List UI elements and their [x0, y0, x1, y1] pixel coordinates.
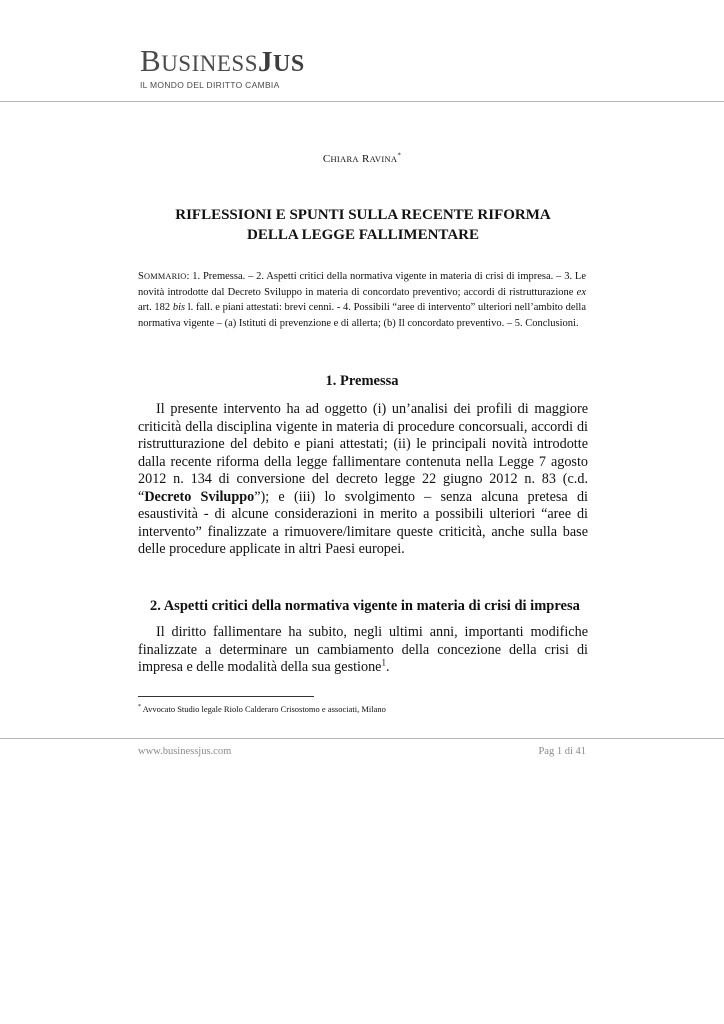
- footnote-mark: *: [138, 704, 141, 711]
- title-line-1: RIFLESSIONI E SPUNTI SULLA RECENTE RIFORMA: [175, 207, 551, 223]
- section-1-text-a: Il presente intervento ha ad oggetto (i) un’analisi dei profili di maggiore criticità della disciplina vigente in materia di procedure concorsuali, accordi di ristrutturazione del debito e piani attestati; (ii) le principali novità introdotte dalla recente riforma della legge fallimentare contenuta nella Legge 7 agosto 2012 n. 134 di conversione del decreto legge 22 giugno 2012 n. 83 (c.d. “: [138, 401, 588, 505]
- footnote-ref-1[interactable]: 1: [381, 657, 386, 668]
- document-title: [140, 205, 586, 245]
- section-1-text-b: ”); e (iii) lo svolgimento – senza alcuna pretesa di esaustività - di alcune considerazioni in merito a possibili ulteriori “aree di intervento” finalizzate a rimuovere/limitare queste criticità, anche sulla base delle procedure applicate in altri Paesi europei.: [138, 488, 588, 557]
- footer-page-number: Pag 1 di 41: [538, 746, 586, 757]
- logo-wordmark: [140, 43, 305, 79]
- decreto-sviluppo-bold: Decreto Sviluppo: [144, 488, 255, 505]
- section-2-text: Il diritto fallimentare ha subito, negli ultimi anni, importanti modifiche finalizzate a determinare un cambiamento della concezione della crisi di impresa e delle modalità della sua gestione: [138, 624, 588, 675]
- section-1-paragraph: [138, 401, 588, 559]
- section-2-paragraph: [138, 624, 588, 677]
- footnote-divider: [138, 696, 314, 697]
- summary-paragraph: [138, 269, 586, 331]
- section-1-heading: 1. Premessa: [325, 373, 399, 389]
- logo-jus: JUS: [258, 46, 305, 78]
- businessjus-logo: [140, 43, 305, 90]
- header-divider: [0, 101, 724, 102]
- section-2-end: .: [385, 659, 390, 675]
- summary-label: SOMMARIO: [138, 271, 187, 282]
- author-footnote-mark: *: [397, 151, 402, 160]
- summary-text-c: l. fall. e piani attestati: brevi cenni. - 4. Possibili “aree di intervento” ulteriori nell’ambito della normativa vigente – (a) Istituti di prevenzione e di allerta; (b) Il concordato preventivo. – 5. Conclusioni.: [138, 302, 586, 329]
- footer-divider: [0, 738, 724, 739]
- summary-bis: bis: [172, 302, 186, 313]
- footnote-text: Avvocato Studio legale Riolo Calderaro Crisostomo e associati, Milano: [141, 704, 386, 714]
- summary-text-a: : 1. Premessa. – 2. Aspetti critici della normativa vigente in materia di crisi di impresa. – 3. Le novità introdotte dal Decreto Sviluppo in materia di concordato preventivo; accordi di ristrutturazione: [138, 271, 586, 298]
- footer-website[interactable]: www.businessjus.com: [138, 746, 232, 757]
- author-line: [0, 153, 724, 165]
- title-line-2: DELLA LEGGE FALLIMENTARE: [247, 227, 479, 243]
- summary-text-b: art. 182: [138, 302, 173, 313]
- footnote: [138, 704, 386, 714]
- logo-tagline: IL MONDO DEL DIRITTO CAMBIA: [140, 80, 280, 90]
- section-2-heading: 2. Aspetti critici della normativa vigente in materia di crisi di impresa: [150, 598, 580, 614]
- logo-business: BUSINESS: [140, 43, 258, 78]
- author-name: CHIARA RAVINA: [322, 153, 398, 165]
- summary-ex: ex: [576, 286, 586, 298]
